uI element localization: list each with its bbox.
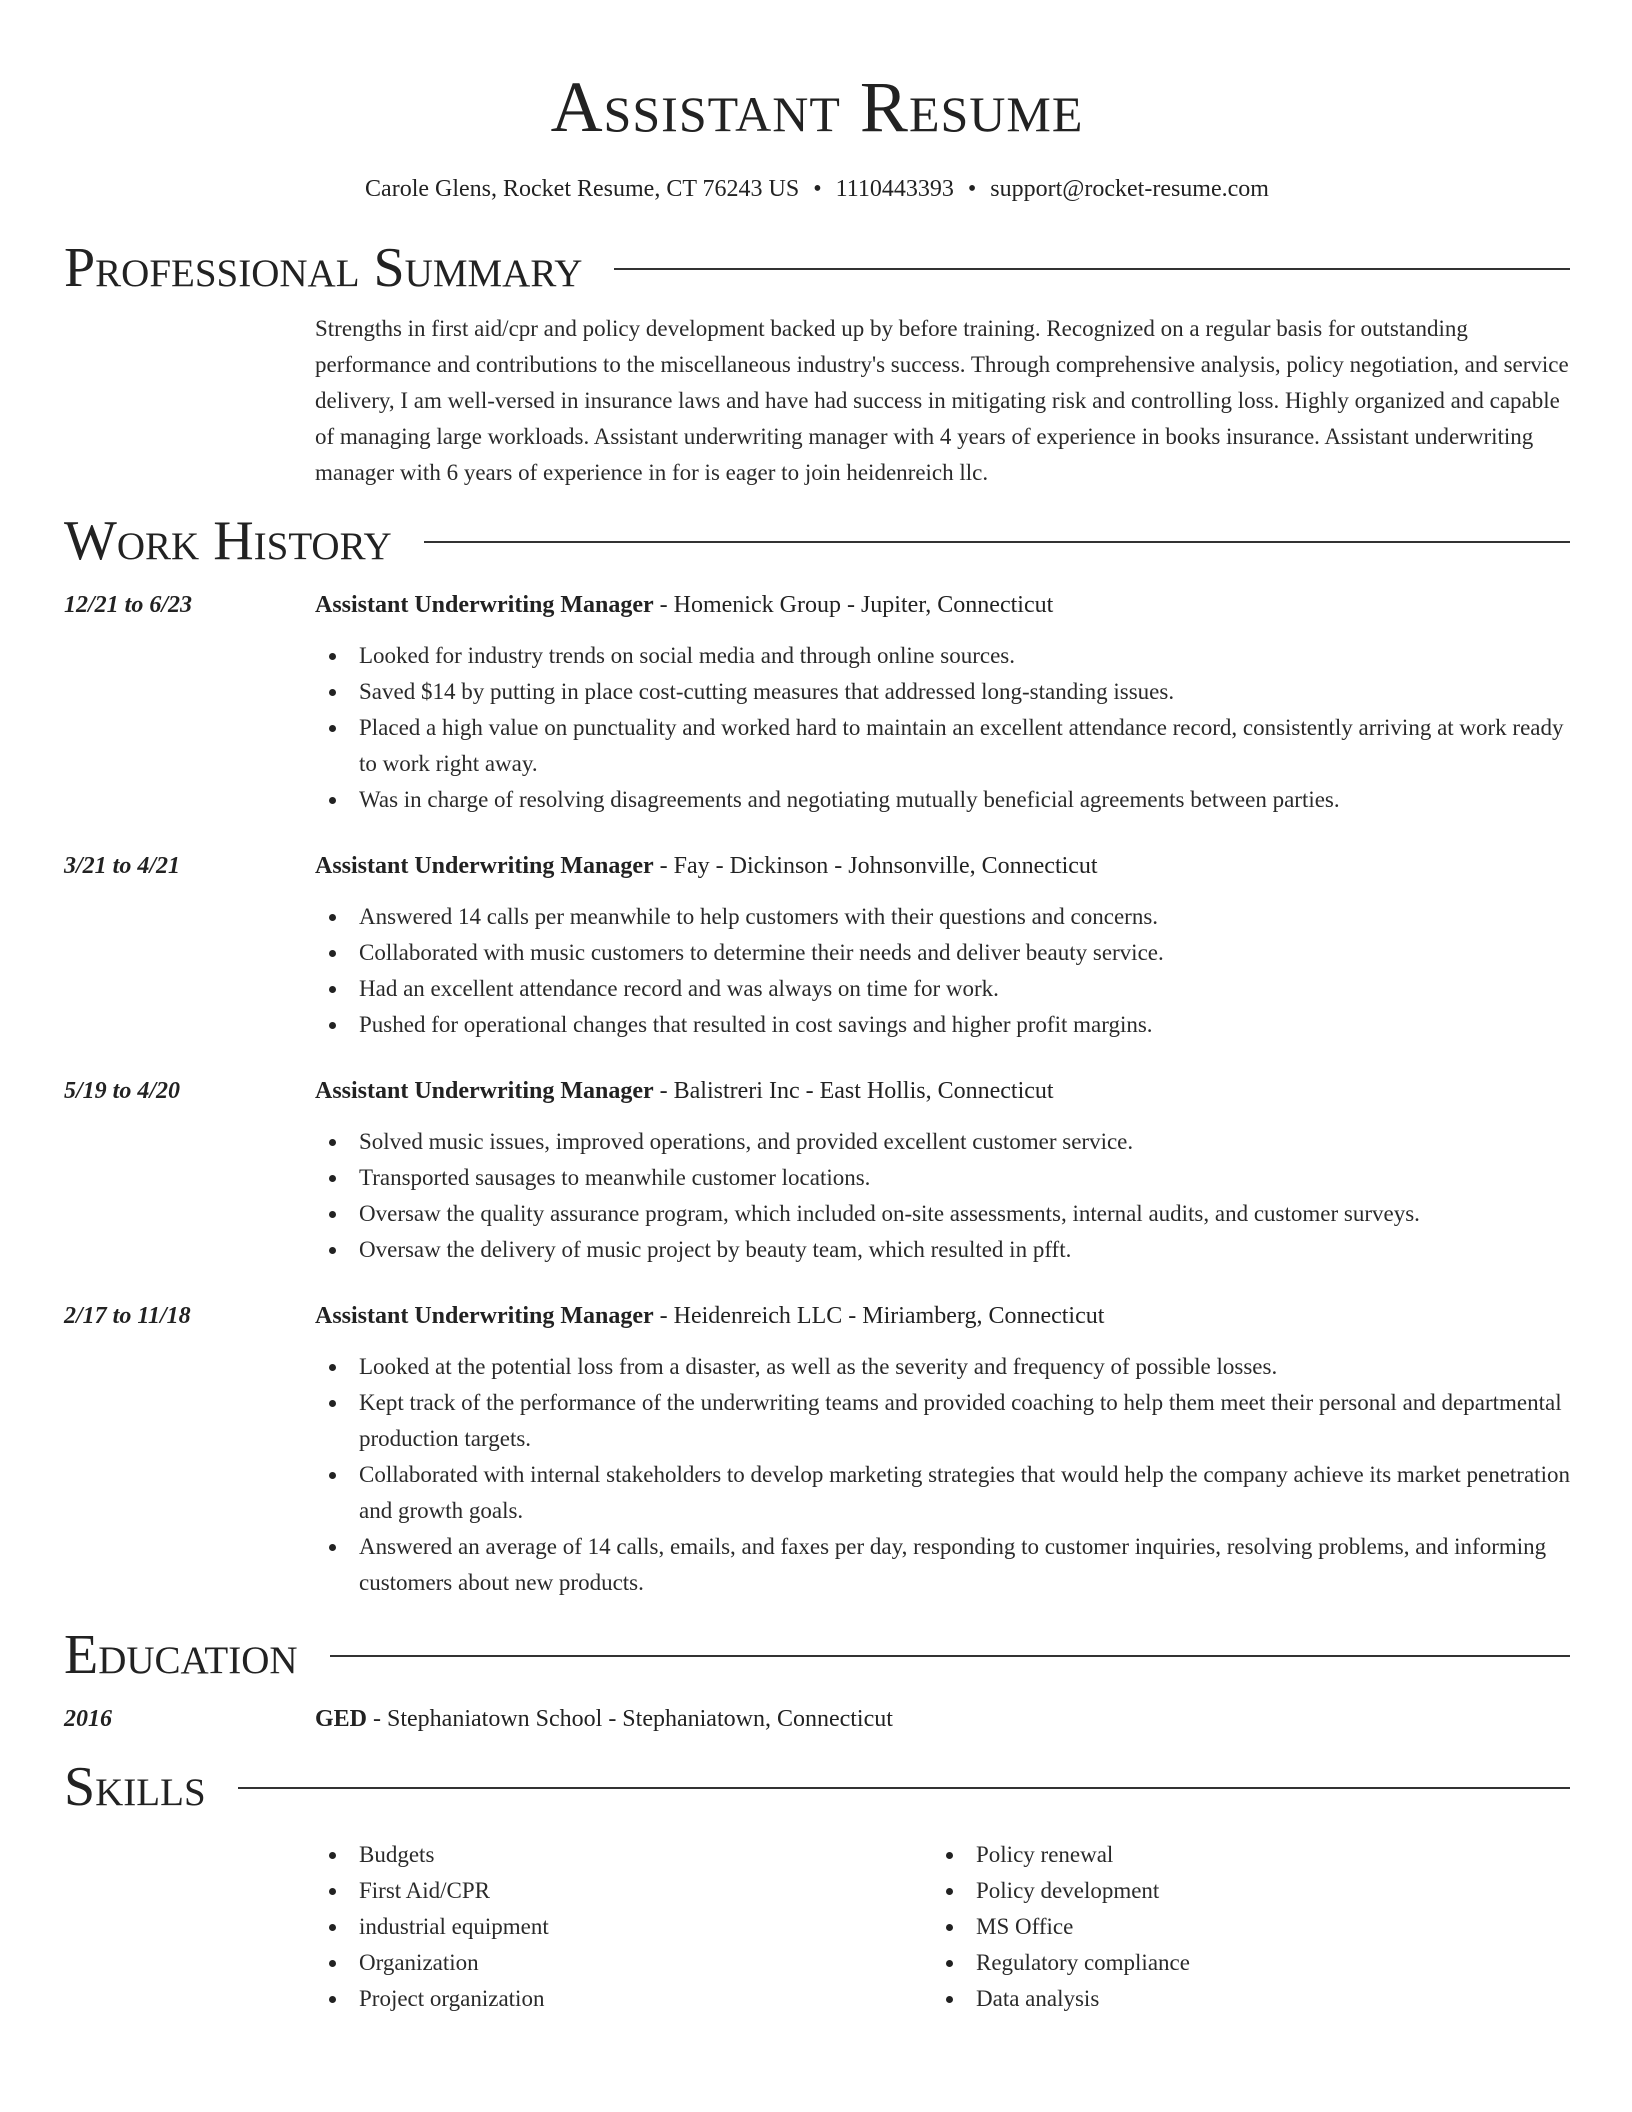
list-item-text: Saved $14 by putting in place cost-cutting measures that addressed long-standing issues. [359,679,1175,704]
list-item [315,1457,1570,1529]
job-heading [315,1298,1570,1334]
list-item-text: Looked for industry trends on social media and through online sources. [359,643,1015,668]
list-item [315,1873,932,1909]
skill-text: First Aid/CPR [359,1878,491,1903]
job-body [315,587,1570,818]
section-rule [238,1787,1570,1789]
job-details: - Heidenreich LLC - Miriamberg, Connecticut [653,1303,1105,1329]
bullet-icon [329,950,336,957]
skill-text: Project organization [359,1986,545,2011]
education-details: - Stephaniatown School - Stephaniatown, Connecticut [367,1706,893,1732]
contact-name-address: Carole Glens, Rocket Resume, CT 76243 US [365,176,800,202]
bullet-icon [329,1960,336,1967]
list-item-text: Looked at the potential loss from a disaster, as well as the severity and frequency of possible losses. [359,1354,1278,1379]
bullet-icon [329,797,336,804]
list-item-text: Collaborated with music customers to determine their needs and deliver beauty service. [359,940,1164,965]
bullet-icon [946,1996,953,2003]
list-item-text: Transported sausages to meanwhile customer locations. [359,1165,871,1190]
section-heading-skills [64,1755,1570,1819]
contact-email: support@rocket-resume.com [990,176,1269,202]
list-item [315,1232,1570,1268]
job-entry [64,1073,1570,1268]
bullet-icon [329,1211,336,1218]
list-item [932,1837,1549,1873]
bullet-icon [946,1888,953,1895]
job-role: Assistant Underwriting Manager [315,853,654,879]
job-dates: 12/21 to 6/23 [64,592,193,618]
list-item [315,971,1570,1007]
list-item [315,1196,1570,1232]
job-heading [315,587,1570,623]
section-heading-education [64,1623,1570,1687]
section-heading-work-history [64,509,1570,573]
education-degree: GED [315,1706,368,1732]
job-body [315,848,1570,1043]
education-body [315,1701,1570,1737]
job-body [315,1298,1570,1601]
job-role: Assistant Underwriting Manager [315,1078,654,1104]
skill-text: Data analysis [976,1986,1100,2011]
job-entry [64,587,1570,818]
job-details: - Homenick Group - Jupiter, Connecticut [653,592,1054,618]
skills-column-right [932,1837,1549,2017]
job-dates: 2/17 to 11/18 [64,1303,191,1329]
section-title: Professional Summary [64,237,583,299]
bullet-icon [329,986,336,993]
list-item [315,1160,1570,1196]
job-body [315,1073,1570,1268]
education-year: 2016 [64,1706,112,1732]
job-dates: 3/21 to 4/21 [64,853,181,879]
skills-column-left [315,1837,932,2017]
bullet-icon [329,1924,336,1931]
education-heading [315,1701,1570,1737]
section-title: Education [64,1624,298,1686]
job-role: Assistant Underwriting Manager [315,592,654,618]
list-item [932,1981,1549,2017]
list-item [315,1981,932,2017]
bullet-icon [329,1022,336,1029]
list-item-text: Collaborated with internal stakeholders to develop marketing strategies that would help the company achieve its market penetration and growth goals. [359,1462,1570,1523]
job-heading [315,848,1570,884]
list-item [315,1124,1570,1160]
summary-text: Strengths in first aid/cpr and policy development backed up by before training. Recognized on a regular basis for outstanding performance and contributions to the miscellaneous industry's success. Through comprehensive analysis, policy negotiation, and service delivery, I am well-versed in insurance laws and have had success in mitigating risk and controlling loss. Highly organized and capable of managing large workloads. Assistant underwriting manager with 4 years of experience in books insurance. Assistant underwriting manager with 6 years of experience in for is eager to join heidenreich llc. [315,316,1569,485]
job-entry [64,1298,1570,1601]
bullet-icon [329,1996,336,2003]
job-bullets [315,1124,1570,1268]
job-dates: 5/19 to 4/20 [64,1078,181,1104]
section-heading-summary [64,236,1570,300]
bullet-icon [329,1472,336,1479]
list-item [932,1909,1549,1945]
list-item-text: Pushed for operational changes that resulted in cost savings and higher profit margins. [359,1012,1153,1037]
list-item [315,935,1570,971]
list-item [315,899,1570,935]
list-item [315,1945,932,1981]
bullet-icon [329,1139,336,1146]
skill-text: Policy development [976,1878,1160,1903]
section-title: Work History [64,510,392,572]
list-item-text: Solved music issues, improved operations, and provided excellent customer service. [359,1129,1134,1154]
bullet-icon [946,1960,953,1967]
section-rule [424,541,1570,543]
skill-text: Budgets [359,1842,435,1867]
list-item [315,782,1570,818]
list-item-text: Was in charge of resolving disagreements and negotiating mutually beneficial agreements between parties. [359,787,1340,812]
bullet-icon [946,1924,953,1931]
education-entry [64,1701,1570,1737]
skill-text: Organization [359,1950,479,1975]
job-heading [315,1073,1570,1109]
bullet-icon [329,914,336,921]
list-item-text: Answered an average of 14 calls, emails, and faxes per day, responding to customer inquiries, resolving problems, and informing customers about new products. [359,1534,1547,1595]
list-item [315,638,1570,674]
list-item [315,1909,932,1945]
list-item-text: Had an excellent attendance record and was always on time for work. [359,976,999,1001]
bullet-icon [329,725,336,732]
bullet-icon [329,1888,336,1895]
bullet-icon [329,1852,336,1859]
list-item-text: Kept track of the performance of the underwriting teams and provided coaching to help them meet their personal and departmental production targets. [359,1390,1562,1451]
job-bullets [315,638,1570,818]
bullet-icon [329,1544,336,1551]
job-role: Assistant Underwriting Manager [315,1303,654,1329]
list-item [315,1007,1570,1043]
list-item [315,674,1570,710]
skill-text: industrial equipment [359,1914,549,1939]
bullet-icon [329,1175,336,1182]
job-bullets [315,899,1570,1043]
list-item-text: Placed a high value on punctuality and worked hard to maintain an excellent attendance record, consistently arriving at work ready to work right away. [359,715,1564,776]
skills-grid [315,1837,1570,2017]
job-details: - Fay - Dickinson - Johnsonville, Connecticut [653,853,1098,879]
job-bullets [315,1349,1570,1601]
skill-text: MS Office [976,1914,1074,1939]
bullet-icon [329,1364,336,1371]
list-item-text: Oversaw the quality assurance program, which included on-site assessments, internal audits, and customer surveys. [359,1201,1420,1226]
bullet-icon [329,1400,336,1407]
list-item [932,1945,1549,1981]
job-details: - Balistreri Inc - East Hollis, Connecticut [653,1078,1054,1104]
list-item [315,710,1570,782]
section-rule [330,1655,1570,1657]
bullet-icon [946,1852,953,1859]
bullet-icon [329,1247,336,1254]
resume-title: Assistant Resume [550,67,1084,147]
skill-text: Policy renewal [976,1842,1114,1867]
job-entry [64,848,1570,1043]
contact-separator: • [967,176,977,202]
section-rule [614,268,1570,270]
contact-line [64,172,1570,206]
bullet-icon [329,689,336,696]
bullet-icon [329,653,336,660]
list-item-text: Answered 14 calls per meanwhile to help customers with their questions and concerns. [359,904,1159,929]
section-title: Skills [64,1756,206,1818]
contact-separator: • [813,176,822,202]
list-item [315,1837,932,1873]
skill-text: Regulatory compliance [976,1950,1190,1975]
list-item-text: Oversaw the delivery of music project by beauty team, which resulted in pfft. [359,1237,1072,1262]
list-item [315,1349,1570,1385]
list-item [315,1385,1570,1457]
contact-phone: 1110443393 [835,176,954,202]
list-item [315,1529,1570,1601]
resume-page [64,0,1570,2017]
list-item [932,1873,1549,1909]
